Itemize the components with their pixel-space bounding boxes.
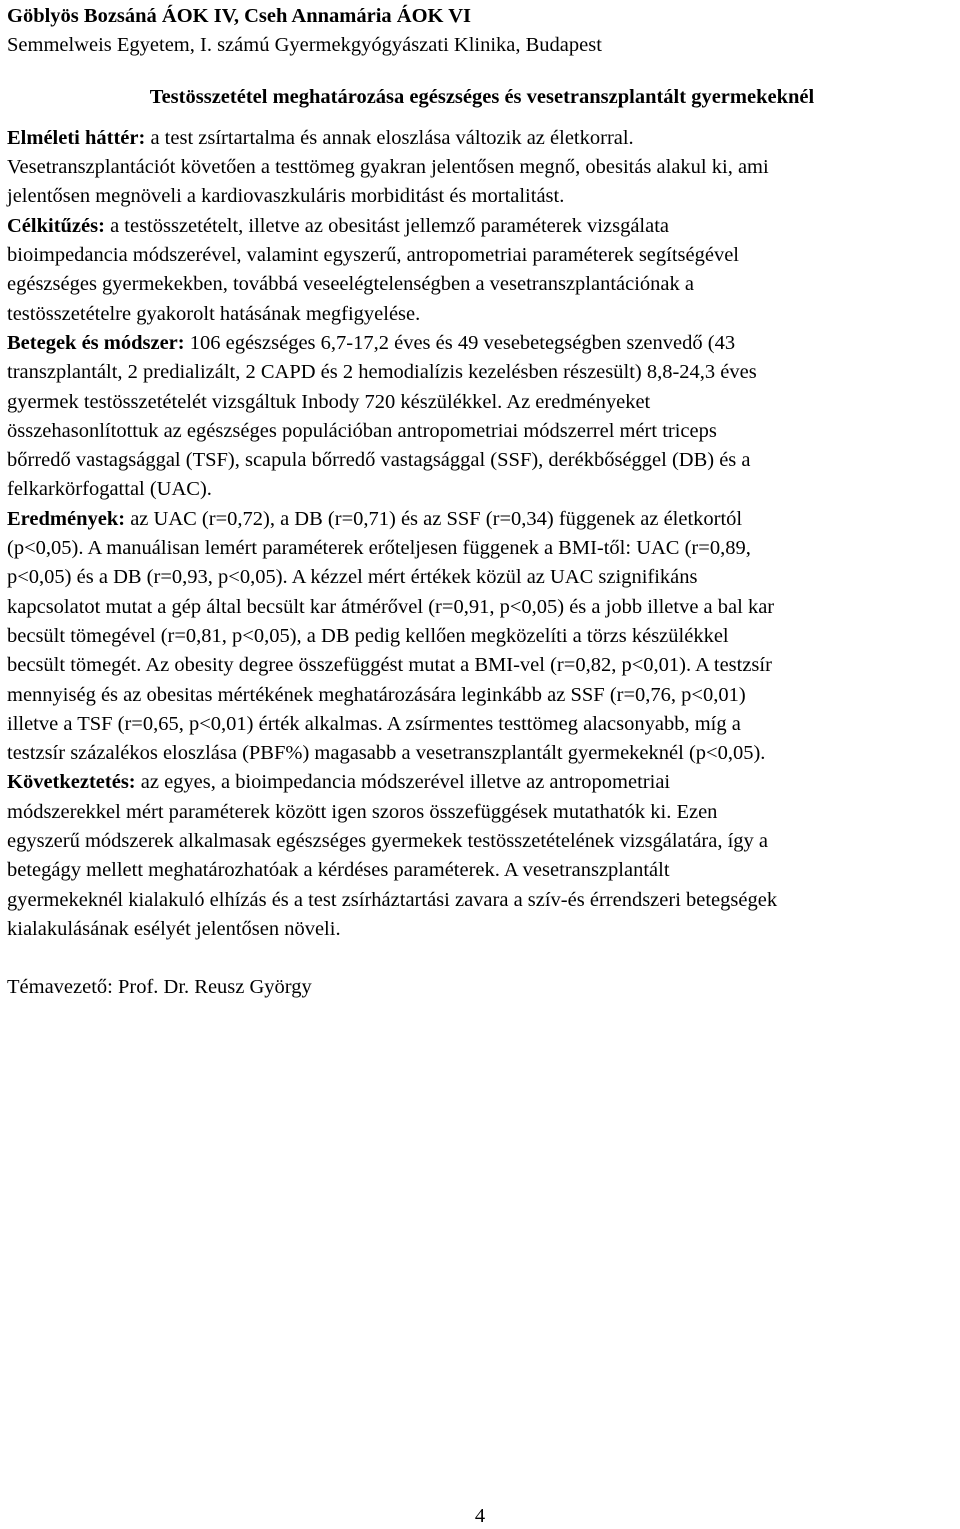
section-objective-text: a testösszetételt, illetve az obesitást jellemző paraméterek vizsgálata bioimpedancia módszerével, valamint egyszerű, antropometriai paraméterek segítségével egészséges gyermekekben, továbbá veseelégtelenségben a vesetranszplantációnak a testösszetételre gyakorolt hatásának megfigyelése. (7, 214, 740, 325)
supervisor-line: Témavezető: Prof. Dr. Reusz György (7, 976, 312, 999)
section-background-label: Elméleti háttér: (7, 126, 146, 149)
abstract-body (7, 124, 957, 944)
section-conclusion-label: Következtetés: (7, 771, 136, 794)
section-conclusion-text: az egyes, a bioimpedancia módszerével illetve az antropometriai módszerekkel mért paraméterek között igen szoros összefüggések mutathatók ki. Ezen egyszerű módszerek alkalmasak egészséges gyermekek testösszetételének vizsgálatára, így a betegágy mellett meghatározhatóak a kérdéses paraméterek. A vesetranszplantált gyermekeknél kialakuló elhízás és a test zsírháztartási zavara a szív-és érrendszeri betegségek kialakulásának esélyét jelentősen növeli. (7, 771, 778, 940)
section-results (7, 505, 957, 769)
abstract-title: Testösszetétel meghatározása egészséges és vesetranszplantált gyermekeknél (149, 85, 815, 108)
page-number: 4 (474, 1505, 486, 1527)
section-objective (7, 212, 957, 329)
document-page (7, 0, 957, 1003)
section-background-text: a test zsírtartalma és annak eloszlása változik az életkorral. Vesetranszplantációt követően a testtömeg gyakran jelentősen megnő, obesitás alakul ki, ami jelentősen megnöveli a kardiovaszkuláris morbiditást és mortalitást. (7, 126, 769, 208)
section-methods (7, 329, 957, 505)
section-conclusion (7, 768, 957, 944)
section-background (7, 124, 957, 212)
section-methods-text: 106 egészséges 6,7-17,2 éves és 49 vesebetegségben szenvedő (43 transzplantált, 2 predializált, 2 CAPD és 2 hemodialízis kezelésben részesült) 8,8-24,3 éves gyermek testösszetételét vizsgáltuk Inbody 720 készülékkel. Az eredményeket összehasonlítottuk az egészséges populációban antropometriai módszerrel mért triceps bőrredő vastagsággal (TSF), scapula bőrredő vastagsággal (SSF), derékbőséggel (DB) és a felkarkörfogattal (UAC). (7, 331, 757, 501)
section-objective-label: Célkitűzés: (7, 214, 105, 237)
section-results-label: Eredmények: (7, 507, 126, 530)
affiliation-line: Semmelweis Egyetem, I. számú Gyermekgyógyászati Klinika, Budapest (7, 34, 602, 57)
section-methods-label: Betegek és módszer: (7, 331, 185, 354)
section-results-text: az UAC (r=0,72), a DB (r=0,71) és az SSF (r=0,34) függenek az életkortól (p<0,05). A manuálisan lemért paraméterek erőteljesen függenek a BMI-től: UAC (r=0,89, p<0,05) és a DB (r=0,93, p<0,05). A kézzel mért értékek közül az UAC szignifikáns kapcsolatot mutat a gép által becsült kar átmérővel (r=0,91, p<0,05) és a jobb illetve a bal kar becsült tömegével (r=0,81, p<0,05), a DB pedig kellően megközelíti a törzs készülékkel becsült tömegét. Az obesity degree összefüggést mutat a BMI-vel (r=0,82, p<0,01). A testzsír mennyiség és az obesitas mértékének meghatározására leginkább az SSF (r=0,76, p<0,01) illetve a TSF (r=0,65, p<0,01) érték alkalmas. A zsírmentes testtömeg alacsonyabb, míg a testzsír százalékos eloszlása (PBF%) magasabb a vesetranszplantált gyermekeknél (p<0,05). (7, 507, 775, 765)
authors-line: Göblyös Bozsáná ÁOK IV, Cseh Annamária ÁOK VI (7, 5, 471, 27)
